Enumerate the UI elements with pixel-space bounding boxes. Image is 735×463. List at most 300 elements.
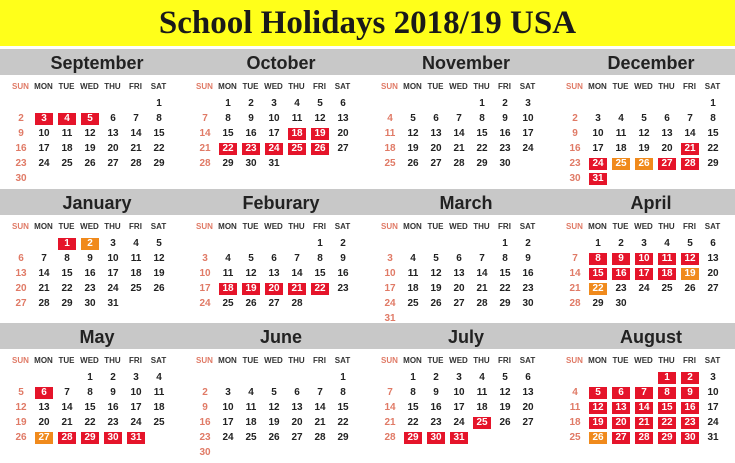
calendar-day: 4 (133, 238, 139, 249)
calendar-day: 25 (288, 143, 306, 155)
weekday-header: MON (34, 82, 53, 91)
calendar-day: 25 (407, 298, 419, 309)
calendar-day: 5 (317, 98, 323, 109)
calendar-day: 4 (225, 253, 231, 264)
calendar-day: 10 (268, 113, 280, 124)
calendar-day: 23 (84, 283, 96, 294)
weekday-header: THU (658, 82, 675, 91)
calendar-day: 17 (222, 417, 234, 428)
calendar-day: 24 (199, 298, 211, 309)
weekday-header: WED (80, 222, 99, 231)
weekday-header: FRI (683, 222, 696, 231)
calendar-day: 30 (427, 432, 445, 444)
month-name: October (246, 53, 316, 73)
month-name: May (79, 327, 115, 347)
calendar-day: 2 (572, 113, 578, 124)
calendar-day: 17 (707, 402, 719, 413)
calendar-day: 3 (271, 98, 277, 109)
calendar-day: 5 (410, 113, 416, 124)
weekday-header: WED (264, 356, 283, 365)
calendar-day: 12 (589, 402, 607, 414)
calendar-day: 22 (476, 143, 488, 154)
calendar-day: 12 (15, 402, 27, 413)
calendar-day: 24 (265, 143, 283, 155)
calendar-day: 26 (268, 432, 280, 443)
weekday-header: WED (634, 222, 653, 231)
calendar-day: 22 (153, 143, 165, 154)
calendar-day: 15 (153, 128, 165, 139)
calendar-day: 23 (199, 432, 211, 443)
calendar-day: 28 (681, 158, 699, 170)
calendar-day: 18 (245, 417, 257, 428)
calendar-day: 10 (130, 387, 142, 398)
calendar-day: 8 (410, 387, 416, 398)
calendar-day: 17 (130, 402, 142, 413)
calendar-day: 20 (15, 283, 27, 294)
calendar-day: 10 (107, 253, 119, 264)
calendar-day: 11 (658, 253, 676, 265)
calendar-day: 26 (430, 298, 442, 309)
calendar-day: 22 (658, 417, 676, 429)
calendar-day: 9 (248, 113, 254, 124)
calendar-day: 27 (35, 432, 53, 444)
calendar-day: 19 (499, 402, 511, 413)
weekday-header: SAT (334, 82, 351, 91)
calendar-day: 16 (107, 402, 119, 413)
calendar-day: 25 (222, 298, 234, 309)
calendar-day: 29 (61, 298, 73, 309)
calendar-day: 20 (38, 417, 50, 428)
weekday-header: TUE (427, 222, 444, 231)
calendar-day: 13 (268, 268, 280, 279)
weekday-header: SAT (150, 82, 167, 91)
calendar-day: 30 (84, 298, 96, 309)
calendar-day: 25 (61, 158, 73, 169)
weekday-header: MON (588, 222, 607, 231)
calendar-day: 12 (245, 268, 257, 279)
calendar-day: 5 (271, 387, 277, 398)
calendar-day: 22 (407, 417, 419, 428)
calendar-day: 14 (314, 402, 326, 413)
calendar-day: 25 (245, 432, 257, 443)
weekday-header: WED (634, 82, 653, 91)
calendar-day: 30 (681, 432, 699, 444)
weekday-header: FRI (683, 356, 696, 365)
calendar-day: 15 (337, 402, 349, 413)
calendar-day: 28 (476, 298, 488, 309)
calendar-day: 1 (502, 238, 508, 249)
calendar-day: 8 (156, 113, 162, 124)
calendar-day: 6 (110, 113, 116, 124)
calendar-day: 26 (311, 143, 329, 155)
calendar-day: 17 (107, 268, 119, 279)
weekday-header: SAT (519, 222, 536, 231)
weekday-header: MON (218, 222, 237, 231)
weekday-header: SUN (12, 356, 29, 365)
calendar-day: 11 (222, 268, 234, 279)
weekday-header: SUN (566, 356, 583, 365)
calendar-day: 13 (430, 128, 442, 139)
weekday-header: FRI (683, 82, 696, 91)
calendar-day: 16 (612, 268, 630, 280)
weekday-header: SUN (196, 356, 213, 365)
calendar-day: 14 (130, 128, 142, 139)
calendar-day: 30 (15, 173, 27, 184)
calendar-day: 17 (384, 283, 396, 294)
calendar-day: 22 (61, 283, 73, 294)
weekday-header: THU (104, 82, 121, 91)
calendar-day: 6 (294, 387, 300, 398)
calendar-day: 17 (453, 402, 465, 413)
calendar-day: 29 (337, 432, 349, 443)
calendar-day: 19 (430, 283, 442, 294)
weekday-header: FRI (129, 82, 142, 91)
calendar-day: 18 (219, 283, 237, 295)
calendar-day: 9 (572, 128, 578, 139)
calendar-day: 15 (658, 402, 676, 414)
calendar-day: 7 (456, 113, 462, 124)
calendar-day: 14 (199, 128, 211, 139)
calendar-day: 7 (635, 387, 653, 399)
weekday-header: FRI (498, 222, 511, 231)
calendar-day: 29 (707, 158, 719, 169)
calendar-day: 10 (222, 402, 234, 413)
calendar-day: 21 (681, 143, 699, 155)
calendar-day: 8 (589, 253, 607, 265)
weekday-header: TUE (58, 82, 75, 91)
calendar-day: 25 (473, 417, 491, 429)
weekday-header: WED (264, 222, 283, 231)
weekday-header: THU (473, 222, 490, 231)
calendar-day: 24 (589, 158, 607, 170)
weekday-header: SUN (381, 82, 398, 91)
weekday-header: MON (588, 82, 607, 91)
weekday-header: SAT (150, 356, 167, 365)
calendar-day: 27 (291, 432, 303, 443)
calendar-day: 28 (569, 298, 581, 309)
calendar-day: 14 (453, 128, 465, 139)
calendar-day: 7 (317, 387, 323, 398)
calendar-day: 9 (612, 253, 630, 265)
calendar-day: 29 (658, 432, 676, 444)
calendar-day: 4 (58, 113, 76, 125)
calendar-day: 23 (522, 283, 534, 294)
calendar-day: 28 (314, 432, 326, 443)
calendar-day: 1 (87, 372, 93, 383)
calendar-day: 14 (384, 402, 396, 413)
weekday-header: MON (403, 82, 422, 91)
calendar-day: 4 (294, 98, 300, 109)
calendar-day: 15 (476, 128, 488, 139)
weekday-header: WED (80, 82, 99, 91)
calendar-day: 28 (384, 432, 396, 443)
calendar-day: 5 (502, 372, 508, 383)
weekday-header: FRI (313, 222, 326, 231)
calendar-day: 11 (61, 128, 73, 139)
calendar-day: 19 (84, 143, 96, 154)
calendar-day: 20 (661, 143, 673, 154)
calendar-day: 18 (407, 283, 419, 294)
calendar-day: 10 (453, 387, 465, 398)
calendar-day: 24 (222, 432, 234, 443)
calendar-day: 22 (499, 283, 511, 294)
calendar-day: 9 (681, 387, 699, 399)
calendar-day: 7 (202, 113, 208, 124)
calendar-day: 11 (476, 387, 488, 398)
calendar-day: 25 (153, 417, 165, 428)
calendar-day: 6 (35, 387, 53, 399)
calendar-day: 28 (453, 158, 465, 169)
calendar-day: 16 (681, 402, 699, 414)
weekday-header: THU (288, 222, 305, 231)
calendar-day: 14 (291, 268, 303, 279)
calendar-day: 13 (661, 128, 673, 139)
calendar-day: 7 (133, 113, 139, 124)
calendar-day: 14 (61, 402, 73, 413)
calendar-day: 22 (311, 283, 329, 295)
title-banner (0, 0, 735, 46)
calendar-day: 23 (337, 283, 349, 294)
weekday-header: THU (658, 356, 675, 365)
weekday-header: SUN (12, 222, 29, 231)
calendar-day: 15 (407, 402, 419, 413)
calendar-day: 21 (61, 417, 73, 428)
calendar-day: 25 (612, 158, 630, 170)
weekday-header: MON (218, 356, 237, 365)
weekday-header: SUN (381, 356, 398, 365)
calendar-day: 21 (38, 283, 50, 294)
calendar-day: 13 (15, 268, 27, 279)
calendar-day: 26 (635, 158, 653, 170)
calendar-day: 8 (317, 253, 323, 264)
calendar-day: 14 (684, 128, 696, 139)
calendar-day: 31 (107, 298, 119, 309)
calendar-day: 27 (658, 158, 676, 170)
calendar-day: 20 (337, 128, 349, 139)
calendar-day: 17 (268, 128, 280, 139)
calendar-day: 2 (525, 238, 531, 249)
calendar-day: 2 (81, 238, 99, 250)
calendar-day: 12 (314, 113, 326, 124)
weekday-header: SUN (196, 222, 213, 231)
calendar-day: 1 (58, 238, 76, 250)
calendar-day: 18 (476, 402, 488, 413)
calendar-day: 26 (684, 283, 696, 294)
calendar-day: 27 (430, 158, 442, 169)
weekday-header: THU (288, 356, 305, 365)
calendar-day: 13 (107, 128, 119, 139)
calendar-day: 29 (499, 298, 511, 309)
calendar-day: 23 (681, 417, 699, 429)
calendar-day: 17 (522, 128, 534, 139)
calendar-day: 8 (658, 387, 676, 399)
calendar-day: 26 (84, 158, 96, 169)
calendar-day: 4 (479, 372, 485, 383)
weekday-header: WED (634, 356, 653, 365)
calendar-day: 23 (499, 143, 511, 154)
calendar-day: 29 (222, 158, 234, 169)
calendar-day: 19 (311, 128, 329, 140)
calendar-day: 3 (387, 253, 393, 264)
month-name: July (447, 327, 485, 347)
calendar-day: 1 (340, 372, 346, 383)
calendar-day: 9 (433, 387, 439, 398)
calendar-day: 13 (707, 253, 719, 264)
calendar-day: 6 (340, 98, 346, 109)
weekday-header: FRI (129, 222, 142, 231)
calendar-day: 31 (127, 432, 145, 444)
calendar-day: 7 (687, 113, 693, 124)
calendar-day: 4 (618, 113, 624, 124)
calendar-day: 1 (479, 98, 485, 109)
calendar-day: 18 (658, 268, 676, 280)
calendar-day: 19 (268, 417, 280, 428)
weekday-header: SAT (150, 222, 167, 231)
calendar-day: 11 (130, 253, 142, 264)
calendar-day: 16 (199, 417, 211, 428)
month-name: January (62, 193, 132, 213)
weekday-header: TUE (612, 82, 629, 91)
calendar-day: 31 (384, 313, 396, 324)
calendar-day: 1 (410, 372, 416, 383)
calendar-day: 19 (242, 283, 260, 295)
weekday-header: THU (473, 82, 490, 91)
calendar-day: 31 (589, 173, 607, 185)
calendar-day: 22 (337, 417, 349, 428)
calendar-day: 19 (589, 417, 607, 429)
calendar-day: 23 (430, 417, 442, 428)
calendar-day: 8 (225, 113, 231, 124)
calendar-day: 12 (681, 253, 699, 265)
calendar-day: 5 (589, 387, 607, 399)
calendar-day: 24 (107, 283, 119, 294)
calendar-day: 17 (38, 143, 50, 154)
calendar-day: 9 (87, 253, 93, 264)
calendar-day: 12 (153, 253, 165, 264)
calendar-day: 21 (569, 283, 581, 294)
calendar-day: 15 (707, 128, 719, 139)
calendar-day: 6 (612, 387, 630, 399)
calendar-day: 1 (317, 238, 323, 249)
calendar-day: 2 (340, 238, 346, 249)
calendar-day: 15 (499, 268, 511, 279)
weekday-header: SAT (334, 356, 351, 365)
weekday-header: FRI (313, 82, 326, 91)
calendar-day: 6 (271, 253, 277, 264)
calendar-day: 27 (15, 298, 27, 309)
calendar-day: 28 (635, 432, 653, 444)
calendar-day: 29 (592, 298, 604, 309)
weekday-header: TUE (242, 222, 259, 231)
calendar-day: 25 (384, 158, 396, 169)
calendar-day: 8 (87, 387, 93, 398)
calendar-day: 12 (407, 128, 419, 139)
calendar-day: 27 (337, 143, 349, 154)
calendar-day: 10 (707, 387, 719, 398)
calendar-day: 19 (681, 268, 699, 280)
calendar-day: 29 (81, 432, 99, 444)
calendar-day: 5 (687, 238, 693, 249)
weekday-header: THU (658, 222, 675, 231)
calendar-day: 18 (288, 128, 306, 140)
weekday-header: MON (403, 222, 422, 231)
calendar-day: 12 (499, 387, 511, 398)
calendar-day: 2 (18, 113, 24, 124)
calendar-day: 29 (153, 158, 165, 169)
calendar-day: 14 (635, 402, 653, 414)
calendar-day: 28 (130, 158, 142, 169)
calendar-day: 22 (84, 417, 96, 428)
calendar-day: 22 (219, 143, 237, 155)
calendar-day: 21 (130, 143, 142, 154)
calendar-day: 27 (453, 298, 465, 309)
calendar-day: 9 (202, 402, 208, 413)
calendar-day: 29 (476, 158, 488, 169)
calendar-day: 26 (245, 298, 257, 309)
calendar-day: 6 (525, 372, 531, 383)
month-name: June (259, 327, 302, 347)
calendar-day: 30 (245, 158, 257, 169)
calendar-day: 7 (294, 253, 300, 264)
calendar-day: 8 (64, 253, 70, 264)
calendar-day: 21 (453, 143, 465, 154)
calendar-day: 11 (569, 402, 581, 413)
calendar-day: 3 (133, 372, 139, 383)
calendar-day: 7 (387, 387, 393, 398)
calendar-day: 27 (612, 432, 630, 444)
calendar-day: 5 (156, 238, 162, 249)
month-name: March (439, 193, 493, 213)
calendar-day: 13 (522, 387, 534, 398)
calendar-day: 26 (15, 432, 27, 443)
calendar-day: 3 (202, 253, 208, 264)
calendar-day: 25 (661, 283, 673, 294)
calendar-day: 17 (635, 268, 653, 280)
calendar-day: 16 (430, 402, 442, 413)
weekday-header: SUN (566, 222, 583, 231)
calendar-day: 2 (110, 372, 116, 383)
calendar-day: 7 (41, 253, 47, 264)
weekday-header: MON (588, 356, 607, 365)
calendar-day: 20 (707, 268, 719, 279)
calendar-day: 20 (107, 143, 119, 154)
calendar-day: 18 (615, 143, 627, 154)
calendar-day: 12 (430, 268, 442, 279)
calendar-day: 23 (569, 158, 581, 169)
calendar-day: 11 (291, 113, 303, 124)
calendar-day: 11 (384, 128, 396, 139)
weekday-header: SAT (334, 222, 351, 231)
calendar-day: 3 (525, 98, 531, 109)
calendar-day: 24 (707, 417, 719, 428)
calendar-day: 27 (522, 417, 534, 428)
calendar-day: 20 (291, 417, 303, 428)
calendar-day: 24 (453, 417, 465, 428)
calendar-day: 11 (153, 387, 165, 398)
weekday-header: SUN (12, 82, 29, 91)
calendar-day: 3 (641, 238, 647, 249)
calendar-day: 31 (450, 432, 468, 444)
calendar-day: 31 (707, 432, 719, 443)
weekday-header: FRI (498, 82, 511, 91)
calendar-day: 22 (589, 283, 607, 295)
calendar-day: 1 (156, 98, 162, 109)
weekday-header: THU (473, 356, 490, 365)
calendar-day: 27 (107, 158, 119, 169)
calendar-day: 3 (710, 372, 716, 383)
calendar-day: 2 (618, 238, 624, 249)
calendar-day: 21 (199, 143, 211, 154)
